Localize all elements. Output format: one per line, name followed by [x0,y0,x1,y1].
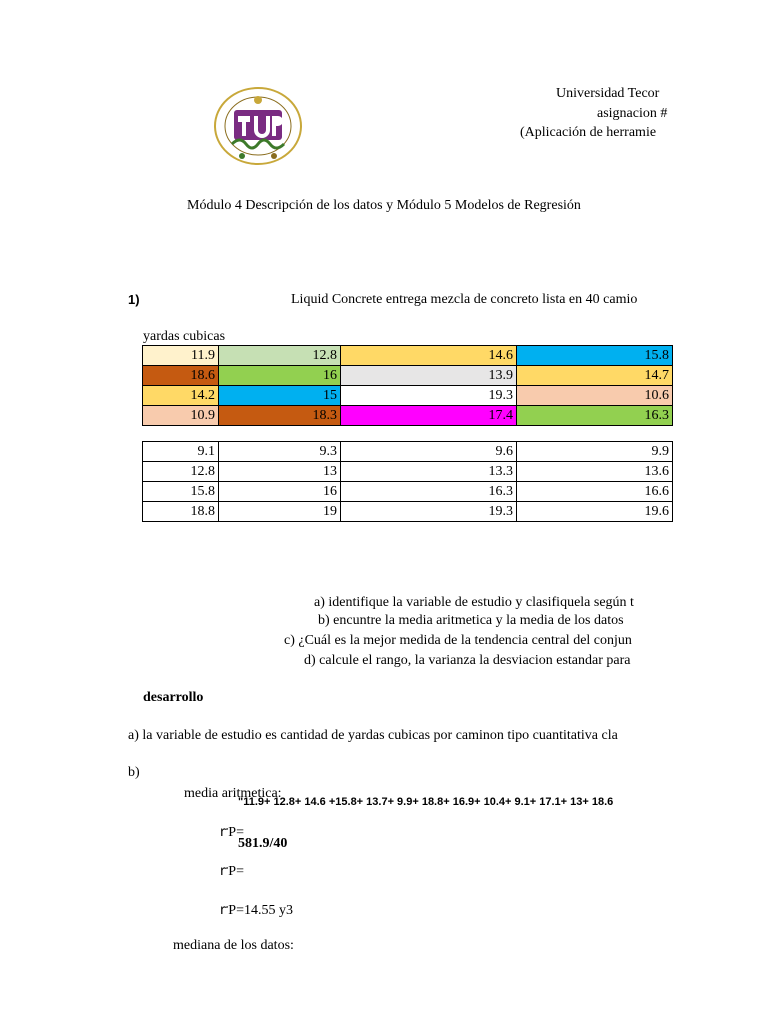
mean-symbol-1: ꭈP= [220,825,244,840]
table-cell: 18.3 [219,406,341,426]
table-cell: 10.9 [143,406,219,426]
table-cell: 19.3 [341,502,517,522]
mean-symbol-2: ꭈP= [220,864,244,879]
table-row [143,406,673,426]
answer-b-label: b) [128,765,140,780]
table-cell: 9.9 [517,442,673,462]
table-cell: 13 [219,462,341,482]
table-row [143,346,673,366]
table-cell: 19 [219,502,341,522]
median-label: mediana de los datos: [173,938,294,953]
question-d: d) calcule el rango, la varianza la desviacion estandar para [304,653,631,668]
header-application: (Aplicación de herramie [520,125,657,140]
table-row [143,502,673,522]
table-row [143,482,673,502]
table-cell: 19.3 [341,386,517,406]
mean-result: ꭈP=14.55 y3 [220,903,293,918]
table-cell: 11.9 [143,346,219,366]
table-cell: 18.8 [143,502,219,522]
table-cell: 15.8 [143,482,219,502]
table-row [143,386,673,406]
university-logo [212,86,304,168]
table-cell: 12.8 [219,346,341,366]
table-row [143,366,673,386]
data-table-sorted [142,441,673,522]
table-cell: 19.6 [517,502,673,522]
problem-statement: Liquid Concrete entrega mezcla de concreto lista en 40 camio [291,292,638,307]
question-c: c) ¿Cuál es la mejor medida de la tendencia central del conjun [284,633,632,648]
table-cell: 16.3 [517,406,673,426]
table-cell: 16.6 [517,482,673,502]
table-cell: 16 [219,482,341,502]
table-cell: 9.1 [143,442,219,462]
table-cell: 15 [219,386,341,406]
header-assignment: asignacion # [597,106,668,121]
data-table-colored [142,345,673,426]
table-cell: 14.7 [517,366,673,386]
table-cell: 16 [219,366,341,386]
problem-number: 1) [128,292,140,307]
sum-expression: "11.9+ 12.8+ 14.6 +15.8+ 13.7+ 9.9+ 18.8+ 16.9+ 10.4+ 9.1+ 17.1+ 13+ 18.6 [238,796,614,808]
table-cell: 10.6 [517,386,673,406]
table-cell: 9.3 [219,442,341,462]
table-cell: 13.6 [517,462,673,482]
table-row [143,442,673,462]
table-cell: 16.3 [341,482,517,502]
table-cell: 13.9 [341,366,517,386]
table-cell: 12.8 [143,462,219,482]
answer-a: a) la variable de estudio es cantidad de yardas cubicas por caminon tipo cuantitativa cla [128,728,618,743]
development-heading: desarrollo [143,690,204,705]
table-row [143,462,673,482]
question-b: b) encuntre la media aritmetica y la media de los datos [318,613,624,628]
table-label: yardas cubicas [143,329,226,344]
table-cell: 17.4 [341,406,517,426]
header-university: Universidad Tecor [556,86,660,101]
table-cell: 9.6 [341,442,517,462]
table-cell: 18.6 [143,366,219,386]
mean-label: media aritmetica: [184,786,282,801]
table-cell: 13.3 [341,462,517,482]
question-a: a) identifique la variable de estudio y clasifiquela según t [314,595,634,610]
table-cell: 15.8 [517,346,673,366]
module-title: Módulo 4 Descripción de los datos y Módulo 5 Modelos de Regresión [187,198,581,213]
table-cell: 14.6 [341,346,517,366]
table-cell: 14.2 [143,386,219,406]
mean-fraction: 581.9/40 [238,836,288,851]
